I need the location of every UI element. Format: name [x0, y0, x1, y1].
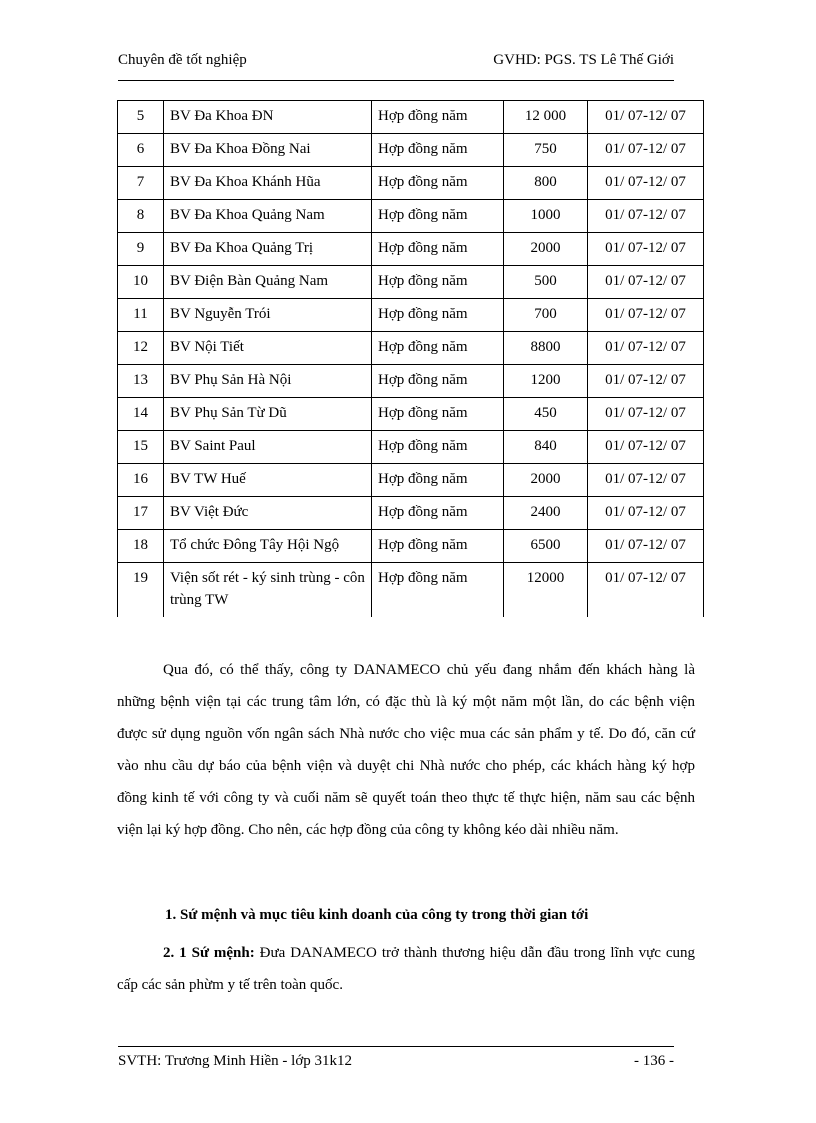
table-row — [118, 266, 704, 299]
contract-period-cell: 01/ 07-12/ 07 — [588, 365, 704, 398]
row-number-cell: 6 — [118, 134, 164, 167]
body-paragraph-block — [117, 654, 695, 846]
contract-type-cell: Hợp đồng năm — [372, 134, 504, 167]
contract-type-cell: Hợp đồng năm — [372, 497, 504, 530]
header-title: Chuyên đề tốt nghiệp — [118, 52, 247, 68]
table-row — [118, 530, 704, 563]
hospital-name-cell: Tổ chức Đông Tây Hội Ngộ — [164, 530, 372, 563]
hospital-name-cell: BV Đa Khoa Đồng Nai — [164, 134, 372, 167]
contract-amount-cell: 750 — [504, 134, 588, 167]
table-row — [118, 497, 704, 530]
table-row — [118, 134, 704, 167]
contract-period-cell: 01/ 07-12/ 07 — [588, 134, 704, 167]
hospital-name-cell: BV Việt Đức — [164, 497, 372, 530]
body-paragraph: Qua đó, có thể thấy, công ty DANAMECO chủ yếu đang nhắm đến khách hàng là những bệnh viện tại các trung tâm lớn, có đặc thù là ký một năm một lần, do các bệnh viện được sử dụng nguồn vốn ngân sách Nhà nước cho việc mua các sản phẩm y tế. Do đó, căn cứ vào nhu cầu dự báo của bệnh viện và duyệt chi Nhà nước cho phép, các khách hàng ký hợp đồng kinh tế với công ty và cuối năm sẽ quyết toán theo thực tế thực hiện, năm sau các bệnh viện lại ký hợp đồng. Cho nên, các hợp đồng của công ty không kéo dài nhiều năm. — [117, 662, 695, 838]
row-number-cell: 16 — [118, 464, 164, 497]
header-advisor: GVHD: PGS. TS Lê Thế Giới — [493, 52, 674, 68]
hospital-name-cell: BV Đa Khoa Quảng Trị — [164, 233, 372, 266]
mission-paragraph — [117, 937, 695, 1001]
table-row — [118, 431, 704, 464]
contract-type-cell: Hợp đồng năm — [372, 365, 504, 398]
contract-type-cell: Hợp đồng năm — [372, 167, 504, 200]
contract-period-cell: 01/ 07-12/ 07 — [588, 464, 704, 497]
contract-type-cell: Hợp đồng năm — [372, 464, 504, 497]
contract-period-cell: 01/ 07-12/ 07 — [588, 233, 704, 266]
table-row — [118, 167, 704, 200]
contract-period-cell: 01/ 07-12/ 07 — [588, 266, 704, 299]
row-number-cell: 7 — [118, 167, 164, 200]
hospital-name-cell: Viện sốt rét - ký sinh trùng - côn trùng TW — [164, 563, 372, 618]
table-row — [118, 398, 704, 431]
row-number-cell: 5 — [118, 101, 164, 134]
table-row — [118, 563, 704, 618]
contract-type-cell: Hợp đồng năm — [372, 431, 504, 464]
row-number-cell: 10 — [118, 266, 164, 299]
contract-amount-cell: 800 — [504, 167, 588, 200]
contracts-table — [117, 100, 704, 617]
footer-divider — [118, 1046, 674, 1047]
table-row — [118, 101, 704, 134]
contract-amount-cell: 450 — [504, 398, 588, 431]
contract-amount-cell: 840 — [504, 431, 588, 464]
contract-period-cell: 01/ 07-12/ 07 — [588, 200, 704, 233]
contracts-table-body — [118, 101, 704, 618]
section-heading: 1. Sứ mệnh và mục tiêu kinh doanh của công ty trong thời gian tới — [165, 907, 589, 923]
row-number-cell: 18 — [118, 530, 164, 563]
contract-period-cell: 01/ 07-12/ 07 — [588, 101, 704, 134]
contract-amount-cell: 8800 — [504, 332, 588, 365]
contract-type-cell: Hợp đồng năm — [372, 563, 504, 618]
row-number-cell: 19 — [118, 563, 164, 618]
contract-period-cell: 01/ 07-12/ 07 — [588, 563, 704, 618]
row-number-cell: 14 — [118, 398, 164, 431]
contract-amount-cell: 2000 — [504, 233, 588, 266]
contract-period-cell: 01/ 07-12/ 07 — [588, 530, 704, 563]
row-number-cell: 12 — [118, 332, 164, 365]
hospital-name-cell: BV Saint Paul — [164, 431, 372, 464]
table-row — [118, 299, 704, 332]
contract-period-cell: 01/ 07-12/ 07 — [588, 431, 704, 464]
hospital-name-cell: BV Nội Tiết — [164, 332, 372, 365]
table-row — [118, 233, 704, 266]
contract-type-cell: Hợp đồng năm — [372, 398, 504, 431]
contract-period-cell: 01/ 07-12/ 07 — [588, 332, 704, 365]
hospital-name-cell: BV Đa Khoa ĐN — [164, 101, 372, 134]
contract-type-cell: Hợp đồng năm — [372, 266, 504, 299]
contract-type-cell: Hợp đồng năm — [372, 233, 504, 266]
contract-type-cell: Hợp đồng năm — [372, 299, 504, 332]
row-number-cell: 13 — [118, 365, 164, 398]
contract-period-cell: 01/ 07-12/ 07 — [588, 497, 704, 530]
page-footer — [118, 1053, 674, 1075]
page-number: - 136 - — [634, 1053, 674, 1069]
row-number-cell: 9 — [118, 233, 164, 266]
contract-period-cell: 01/ 07-12/ 07 — [588, 398, 704, 431]
hospital-name-cell: BV Đa Khoa Quảng Nam — [164, 200, 372, 233]
contract-amount-cell: 6500 — [504, 530, 588, 563]
hospital-name-cell: BV Đa Khoa Khánh Hũa — [164, 167, 372, 200]
row-number-cell: 11 — [118, 299, 164, 332]
contract-type-cell: Hợp đồng năm — [372, 332, 504, 365]
mission-lead: 2. 1 Sứ mệnh: — [163, 945, 255, 961]
hospital-name-cell: BV Phụ Sản Từ Dũ — [164, 398, 372, 431]
hospital-name-cell: BV Nguyễn Trói — [164, 299, 372, 332]
row-number-cell: 17 — [118, 497, 164, 530]
contract-type-cell: Hợp đồng năm — [372, 101, 504, 134]
footer-author: SVTH: Trương Minh Hiền - lớp 31k12 — [118, 1053, 353, 1069]
table-row — [118, 365, 704, 398]
contract-amount-cell: 12 000 — [504, 101, 588, 134]
table-row — [118, 332, 704, 365]
hospital-name-cell: BV TW Huế — [164, 464, 372, 497]
contract-type-cell: Hợp đồng năm — [372, 200, 504, 233]
contract-amount-cell: 2000 — [504, 464, 588, 497]
contract-amount-cell: 2400 — [504, 497, 588, 530]
header-divider — [118, 80, 674, 81]
page-header — [118, 52, 674, 74]
contract-type-cell: Hợp đồng năm — [372, 530, 504, 563]
contract-period-cell: 01/ 07-12/ 07 — [588, 167, 704, 200]
table-row — [118, 464, 704, 497]
table-row — [118, 200, 704, 233]
hospital-name-cell: BV Điện Bàn Quảng Nam — [164, 266, 372, 299]
contract-period-cell: 01/ 07-12/ 07 — [588, 299, 704, 332]
row-number-cell: 8 — [118, 200, 164, 233]
contract-amount-cell: 700 — [504, 299, 588, 332]
mission-text: Đưa DANAMECO trở thành thương hiệu dẫn đầu trong lĩnh vực cung cấp các sản phừm y tế trên toàn quốc. — [117, 945, 695, 993]
contract-amount-cell: 1000 — [504, 200, 588, 233]
row-number-cell: 15 — [118, 431, 164, 464]
hospital-name-cell: BV Phụ Sản Hà Nội — [164, 365, 372, 398]
contract-amount-cell: 12000 — [504, 563, 588, 618]
contract-amount-cell: 1200 — [504, 365, 588, 398]
contract-amount-cell: 500 — [504, 266, 588, 299]
